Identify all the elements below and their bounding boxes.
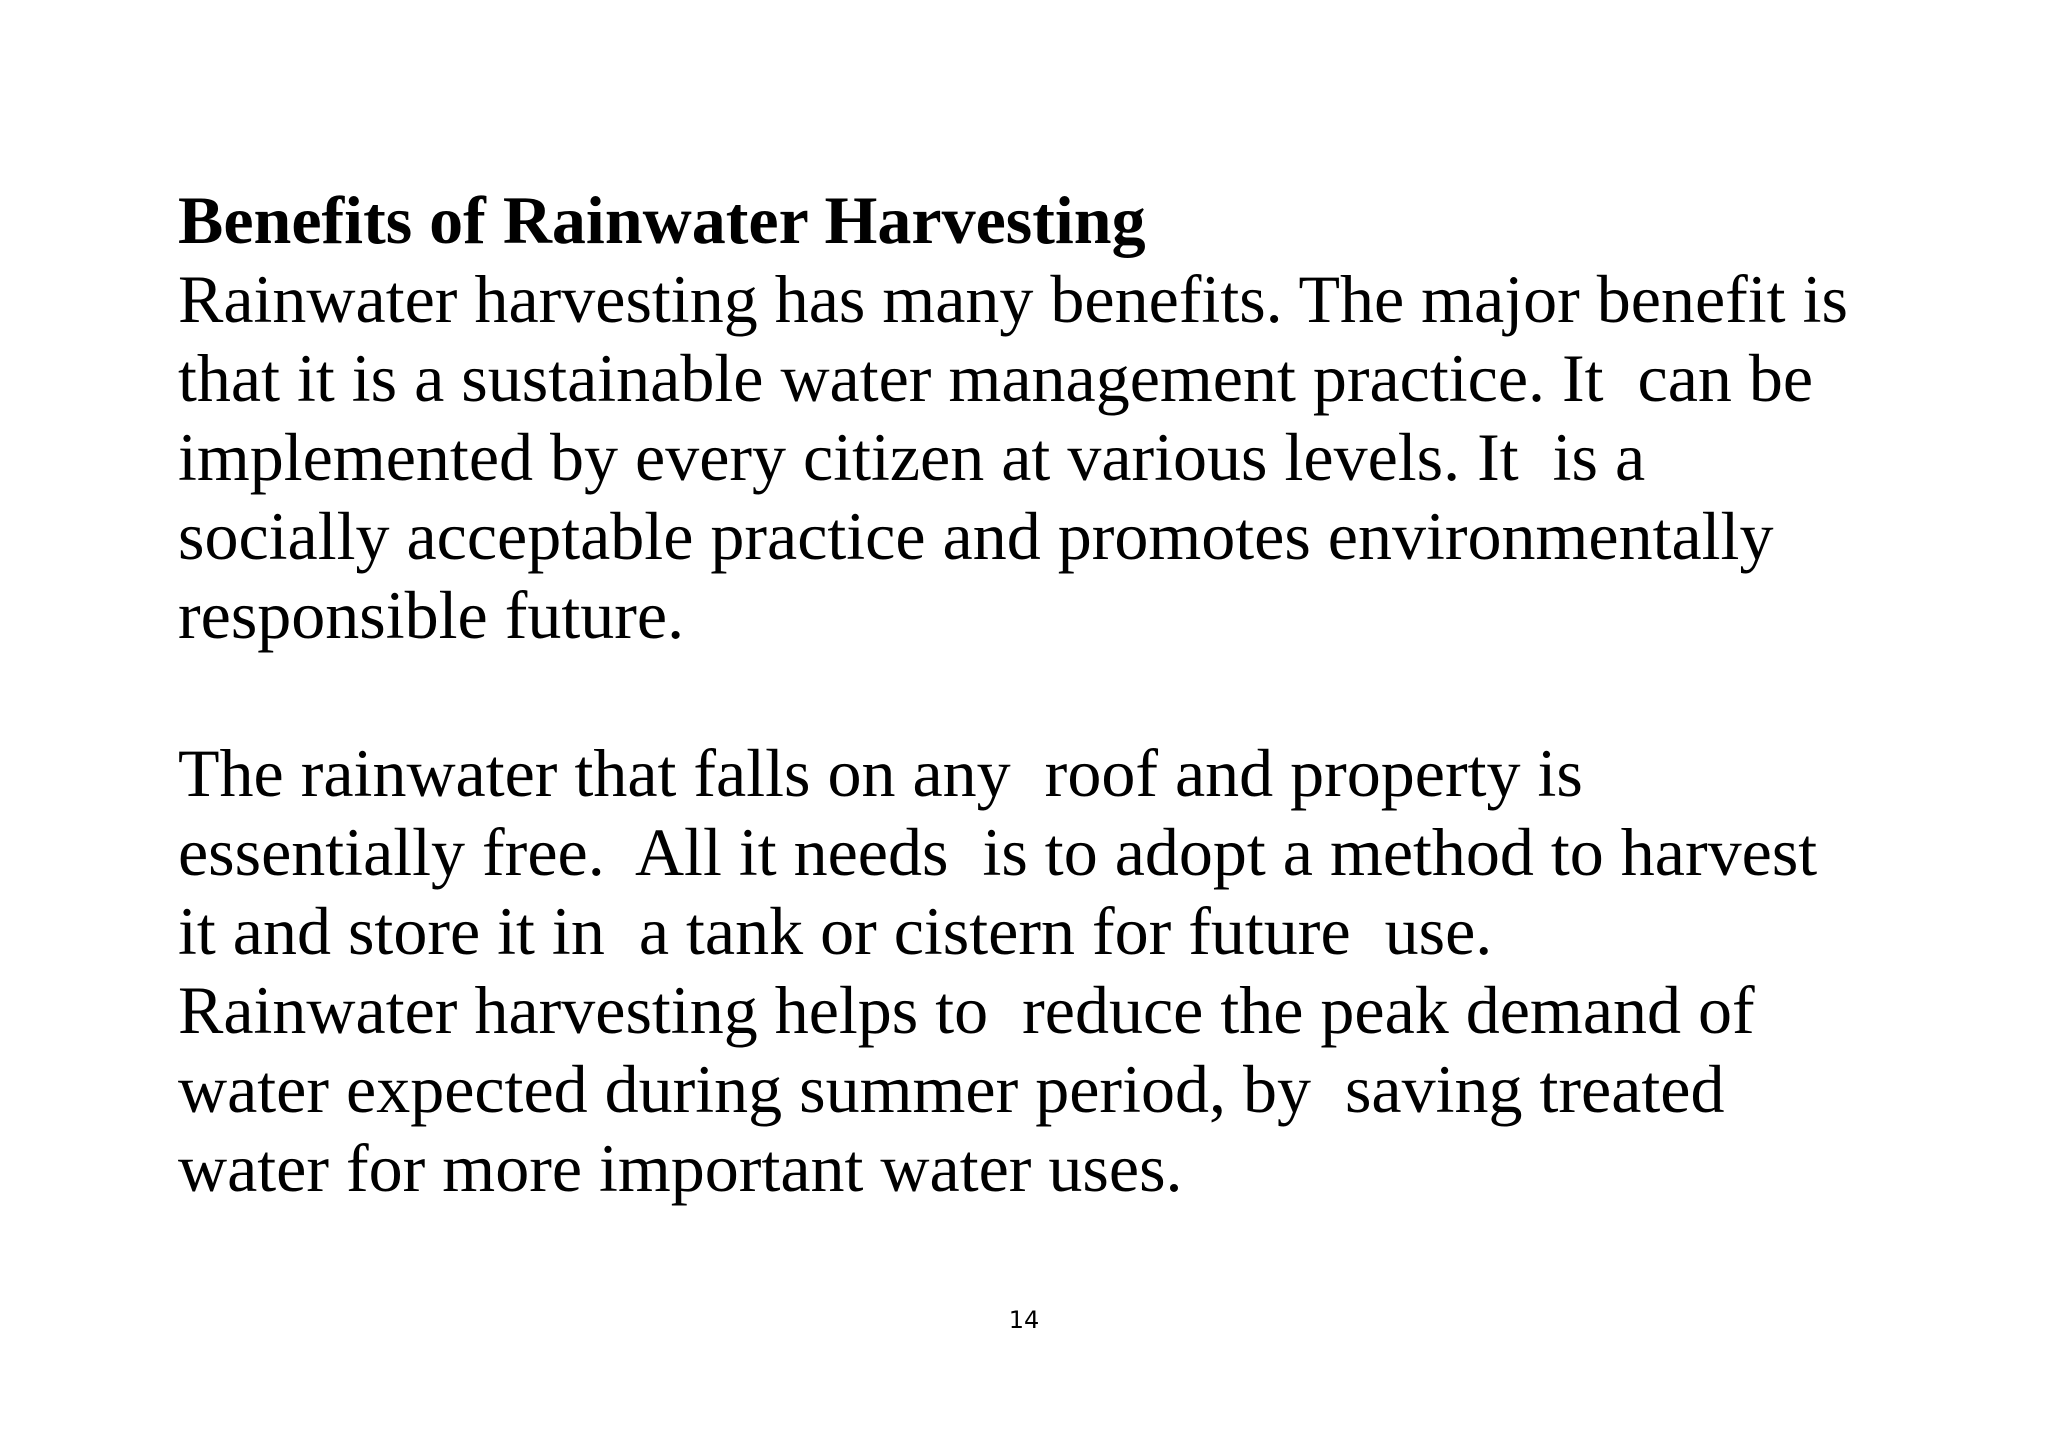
paragraph-line: Rainwater harvesting helps to reduce the peak demand of <box>178 972 1755 1048</box>
paragraph-line: The rainwater that falls on any roof and property is <box>178 735 1583 811</box>
paragraph-line: water for more important water uses. <box>178 1130 1183 1206</box>
paragraph-1 <box>178 260 1978 655</box>
paragraph-line: water expected during summer period, by saving treated <box>178 1051 1725 1127</box>
page-number: 14 <box>1008 1306 1040 1334</box>
paragraph-line: socially acceptable practice and promotes environmentally <box>178 498 1774 574</box>
paragraph-line: responsible future. <box>178 577 685 653</box>
paragraph-line: essentially free. All it needs is to adopt a method to harvest <box>178 814 1818 890</box>
paragraph-line: that it is a sustainable water management practice. It can be <box>178 340 1814 416</box>
section-heading: Benefits of Rainwater Harvesting <box>178 182 1146 258</box>
paragraph-spacer <box>178 655 1978 734</box>
paragraph-line: implemented by every citizen at various levels. It is a <box>178 419 1646 495</box>
page-content <box>178 180 1978 1208</box>
paragraph-line: it and store it in a tank or cistern for future use. <box>178 893 1493 969</box>
paragraph-2 <box>178 734 1978 1208</box>
paragraph-line: Rainwater harvesting has many benefits. The major benefit is <box>178 261 1848 337</box>
